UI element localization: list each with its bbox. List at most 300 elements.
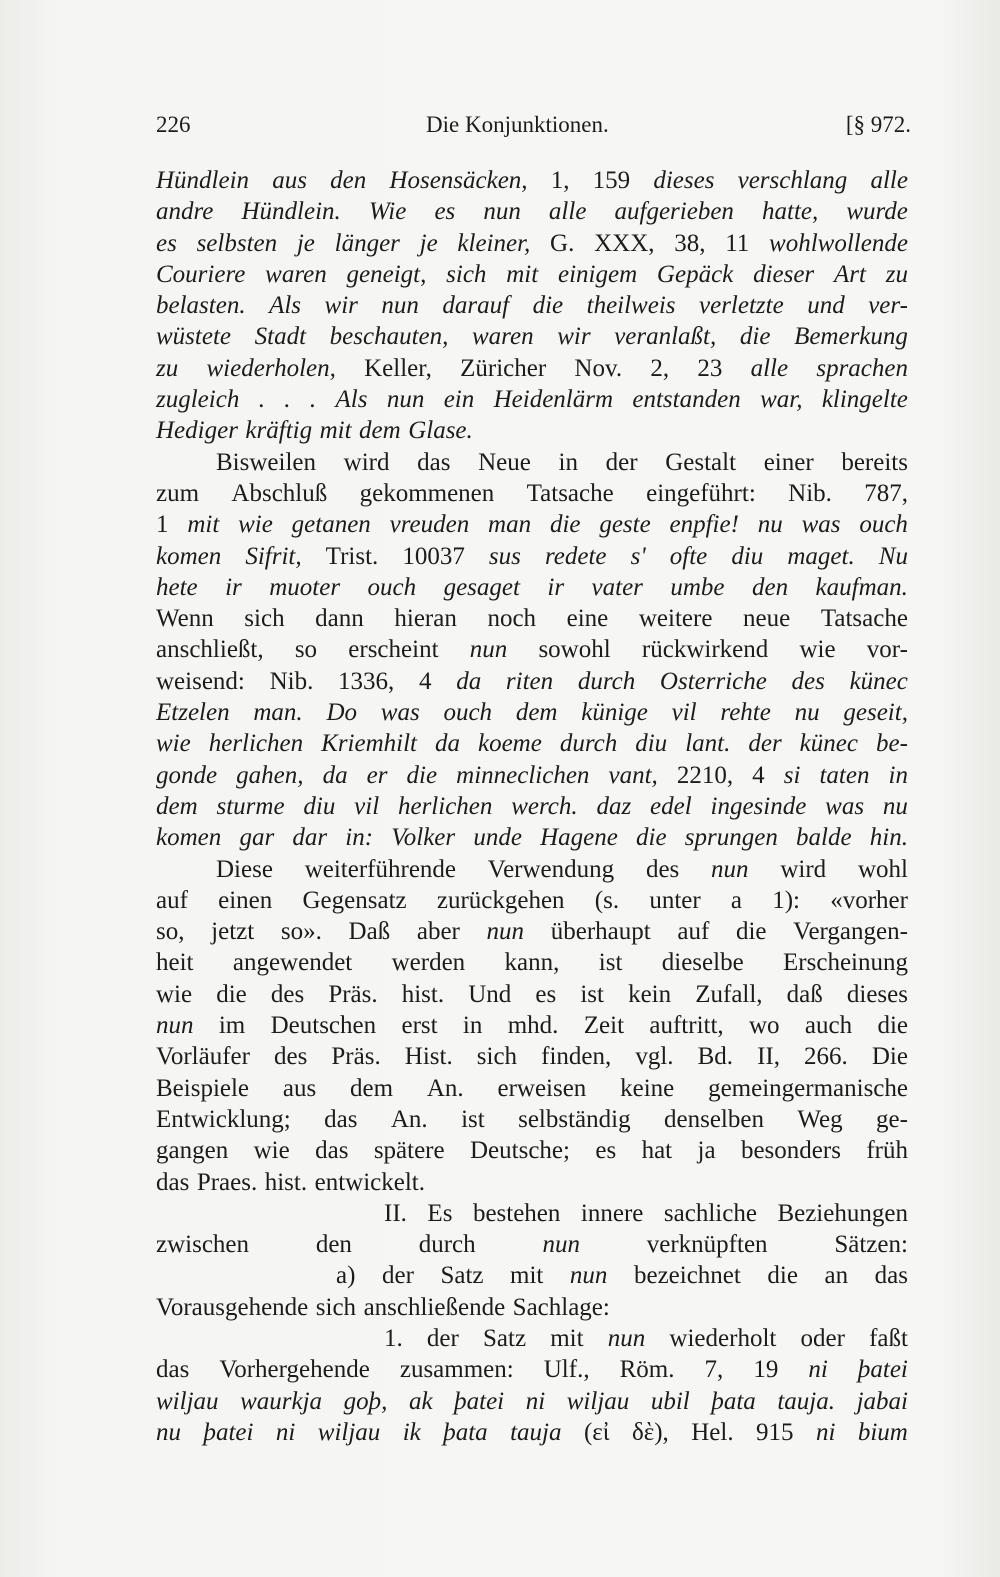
word: aufgerieben bbox=[614, 198, 734, 226]
word: belasten. bbox=[156, 292, 246, 320]
word: die bbox=[767, 1262, 798, 1290]
word: enpfie! bbox=[669, 511, 739, 539]
word: zwischen bbox=[156, 1231, 250, 1259]
word: Keller, bbox=[364, 354, 432, 382]
word: 2, bbox=[650, 354, 670, 382]
word: in: bbox=[345, 824, 374, 852]
word: wiljau bbox=[156, 1387, 219, 1415]
word: wie bbox=[238, 511, 273, 539]
text-line bbox=[156, 603, 908, 634]
word: die bbox=[877, 1012, 908, 1040]
text-line bbox=[156, 1041, 908, 1072]
word: dieses bbox=[653, 167, 715, 194]
word: ein bbox=[443, 386, 475, 414]
word: tauja. bbox=[777, 1387, 836, 1415]
word: geste bbox=[599, 511, 651, 539]
word: theilweis bbox=[586, 292, 676, 320]
word: mit bbox=[187, 511, 220, 539]
word: Volker bbox=[391, 824, 456, 852]
word: lant. bbox=[685, 730, 731, 758]
word: 4 bbox=[752, 761, 765, 789]
word: ir bbox=[547, 573, 565, 601]
word: Art bbox=[833, 260, 866, 288]
word: gar bbox=[239, 824, 275, 852]
word: Wie bbox=[368, 198, 407, 226]
word: ni bbox=[525, 1387, 546, 1415]
text-line bbox=[156, 478, 908, 509]
word: Verwendung bbox=[487, 855, 615, 883]
word: entwickelt. bbox=[314, 1168, 425, 1196]
word: aber bbox=[416, 918, 460, 946]
word: es bbox=[434, 198, 456, 226]
word: Erscheinung bbox=[783, 949, 908, 977]
word: selbständig bbox=[518, 1105, 631, 1133]
word: der bbox=[426, 1324, 459, 1352]
word: spätere bbox=[373, 1137, 445, 1165]
word: Sachlage: bbox=[512, 1293, 610, 1321]
word: sus bbox=[488, 542, 521, 570]
word: ingesinde bbox=[710, 792, 807, 820]
word: das bbox=[324, 1105, 358, 1133]
word: Wenn bbox=[156, 605, 214, 633]
word: länger bbox=[334, 229, 400, 257]
word: einen bbox=[218, 886, 273, 914]
word: . bbox=[258, 386, 265, 414]
text-line bbox=[156, 447, 908, 478]
word: a) bbox=[336, 1262, 356, 1290]
word: so, bbox=[156, 918, 185, 946]
word: zugleich bbox=[156, 386, 240, 414]
word: bezeichnet bbox=[633, 1262, 741, 1290]
text-line bbox=[156, 728, 908, 759]
word: alle bbox=[548, 198, 587, 226]
word: weisend: bbox=[156, 667, 245, 695]
word: . bbox=[284, 386, 291, 414]
word: dar bbox=[292, 824, 328, 852]
word: 1336, bbox=[338, 667, 395, 695]
word: sachliche bbox=[663, 1199, 757, 1227]
word: gahen, bbox=[236, 761, 304, 789]
word: das bbox=[156, 1356, 190, 1384]
word: Vergangen- bbox=[793, 918, 908, 946]
word: in bbox=[558, 448, 578, 476]
word: diu bbox=[635, 730, 668, 758]
word: den bbox=[315, 1231, 352, 1259]
word: es bbox=[595, 1137, 617, 1165]
word: hist. bbox=[264, 1168, 308, 1196]
word: wir bbox=[557, 323, 591, 351]
word: Tatsache bbox=[820, 605, 908, 633]
word: Gegensatz bbox=[302, 886, 407, 914]
word: Stadt bbox=[254, 323, 307, 351]
word: waren bbox=[472, 323, 534, 351]
word: Praes. bbox=[196, 1168, 258, 1196]
word: weiterführende bbox=[304, 855, 457, 883]
text-line bbox=[156, 697, 908, 728]
word: gekommenen bbox=[359, 479, 495, 507]
word: anschließende bbox=[363, 1293, 506, 1321]
word: das bbox=[874, 1262, 908, 1290]
word: der bbox=[381, 1262, 414, 1290]
word: verschlang bbox=[737, 167, 848, 194]
word: vreuden bbox=[389, 511, 470, 539]
word: Beispiele bbox=[156, 1074, 250, 1102]
word: dem bbox=[515, 699, 558, 727]
text-line bbox=[156, 228, 908, 259]
word: vgl. bbox=[635, 1043, 674, 1071]
word: Nov. bbox=[574, 354, 623, 382]
text-line bbox=[156, 1198, 908, 1229]
word: heit bbox=[156, 949, 194, 977]
word: wird bbox=[780, 855, 827, 883]
text-line bbox=[156, 509, 908, 540]
word: minneclichen bbox=[456, 761, 590, 789]
word: hist. bbox=[401, 980, 445, 1008]
word: Züricher bbox=[460, 354, 547, 382]
word: koeme bbox=[477, 730, 542, 758]
word: ja bbox=[697, 1137, 716, 1165]
word: Daß bbox=[348, 918, 391, 946]
word: der bbox=[605, 448, 638, 476]
word: hieran bbox=[394, 605, 457, 633]
word: Vorausgehende bbox=[156, 1293, 309, 1321]
word: umbe bbox=[670, 573, 725, 601]
word: maget. bbox=[787, 542, 855, 570]
word: besonders bbox=[740, 1137, 841, 1165]
word: riten bbox=[505, 667, 554, 695]
word: Und bbox=[468, 980, 512, 1008]
text-line bbox=[156, 321, 908, 352]
word: gemeingermanische bbox=[708, 1074, 908, 1102]
word: die bbox=[216, 980, 247, 1008]
word: 4 bbox=[418, 667, 432, 695]
word: ni bbox=[275, 1418, 296, 1446]
word: waurkja bbox=[240, 1387, 323, 1415]
word: G. bbox=[550, 229, 575, 257]
word: ist bbox=[580, 980, 604, 1008]
word: zusammen: bbox=[399, 1356, 514, 1384]
word: þata bbox=[443, 1418, 488, 1446]
word: wiljau bbox=[317, 1418, 381, 1446]
word: 159 bbox=[592, 167, 631, 194]
word: Ulf., bbox=[543, 1356, 590, 1384]
word: innere bbox=[580, 1199, 644, 1227]
word: auftritt, bbox=[649, 1012, 724, 1040]
text-line bbox=[156, 384, 908, 415]
word: ge- bbox=[876, 1105, 908, 1133]
word: und bbox=[807, 292, 845, 320]
word: wiljau bbox=[566, 1387, 630, 1415]
word: was bbox=[380, 699, 420, 727]
word: Tatsache bbox=[526, 479, 614, 507]
text-line bbox=[156, 415, 908, 446]
word: durch bbox=[577, 667, 636, 695]
word: verknüpften bbox=[646, 1231, 768, 1259]
word: nu bbox=[156, 1418, 181, 1446]
word: Bemerkung bbox=[794, 323, 908, 351]
word: Gepäck bbox=[656, 260, 734, 288]
word: er bbox=[366, 761, 388, 789]
word: denselben bbox=[664, 1105, 764, 1133]
word: der bbox=[748, 730, 782, 758]
word: «vorher bbox=[830, 886, 908, 914]
word: wüstete bbox=[156, 323, 231, 351]
word: muoter bbox=[269, 573, 341, 601]
text-line bbox=[156, 1073, 908, 1104]
text-line bbox=[156, 760, 908, 791]
word: je bbox=[296, 229, 315, 257]
text-line bbox=[156, 541, 908, 572]
word: werden bbox=[391, 949, 466, 977]
text-line bbox=[156, 1229, 908, 1260]
word: es bbox=[156, 229, 177, 257]
word: 10037 bbox=[402, 542, 465, 570]
text-line bbox=[156, 196, 908, 227]
word: gangen bbox=[156, 1137, 229, 1165]
word: Hel. bbox=[691, 1418, 734, 1446]
word: tauja bbox=[510, 1418, 562, 1446]
word: bereits bbox=[841, 448, 908, 476]
word: þata bbox=[711, 1387, 756, 1415]
word: die bbox=[636, 824, 667, 852]
running-header bbox=[156, 112, 911, 148]
word: das bbox=[417, 448, 451, 476]
text-line bbox=[156, 572, 908, 603]
word: Abschluß bbox=[231, 479, 328, 507]
word: sprachen bbox=[816, 354, 908, 382]
word: kaufman. bbox=[815, 573, 908, 601]
word: aus bbox=[272, 167, 307, 194]
word: die bbox=[549, 511, 581, 539]
word: vil bbox=[354, 792, 380, 820]
word: Bd. bbox=[697, 1043, 734, 1071]
word: rückwirkend bbox=[641, 636, 769, 664]
word: Deutsche; bbox=[470, 1137, 570, 1165]
word: vater bbox=[591, 573, 643, 601]
word: vant, bbox=[608, 761, 658, 789]
word: Zufall, bbox=[695, 980, 763, 1008]
word: Osterriche bbox=[659, 667, 767, 695]
word: nun bbox=[711, 855, 749, 883]
word: nu bbox=[882, 792, 908, 820]
word: nun bbox=[486, 918, 525, 946]
word: sowohl bbox=[538, 636, 611, 664]
word: so bbox=[294, 636, 318, 664]
word: mit bbox=[550, 1324, 584, 1352]
word: kein bbox=[628, 980, 672, 1008]
text-line bbox=[156, 1323, 908, 1354]
word: einigem bbox=[557, 260, 638, 288]
word: si bbox=[783, 761, 801, 789]
word: daz bbox=[596, 792, 632, 820]
word: 38, bbox=[674, 229, 706, 257]
word: auf bbox=[677, 918, 710, 946]
word: mit bbox=[506, 260, 539, 288]
word: nun bbox=[542, 1231, 580, 1259]
word: ist bbox=[598, 949, 623, 977]
word: erst bbox=[401, 1012, 438, 1040]
text-line bbox=[156, 1104, 908, 1135]
word: kann, bbox=[504, 949, 560, 977]
word: überhaupt bbox=[550, 918, 651, 946]
word: nun bbox=[156, 1012, 194, 1040]
word: Als bbox=[269, 292, 302, 320]
word: gonde bbox=[156, 761, 218, 789]
word: zurückgehen bbox=[436, 886, 565, 914]
word: es bbox=[535, 980, 557, 1008]
word: sich bbox=[446, 260, 487, 288]
word: nun bbox=[386, 386, 425, 414]
word: werch. bbox=[511, 792, 578, 820]
word: komen bbox=[156, 824, 222, 852]
word: δὲ), bbox=[631, 1418, 669, 1446]
word: noch bbox=[487, 605, 537, 633]
word: 2210, bbox=[676, 761, 734, 789]
word: vil bbox=[671, 699, 697, 727]
word: redete bbox=[544, 542, 607, 570]
word: auf bbox=[156, 886, 188, 914]
word: Präs. bbox=[331, 1043, 381, 1071]
word: wohl bbox=[857, 855, 908, 883]
word: des bbox=[274, 1043, 308, 1071]
text-line bbox=[156, 1135, 908, 1166]
word: dem bbox=[156, 792, 198, 820]
word: wo bbox=[749, 1012, 780, 1040]
word: auch bbox=[804, 1012, 853, 1040]
word: ir bbox=[225, 573, 242, 601]
word: geneigt, bbox=[346, 260, 427, 288]
word: Vorläufer bbox=[156, 1043, 250, 1071]
word: das bbox=[156, 1168, 190, 1196]
word: 787, bbox=[864, 479, 908, 507]
word: dem bbox=[359, 417, 401, 445]
word: Zeit bbox=[583, 1012, 625, 1040]
word: wir bbox=[324, 292, 358, 320]
word: 7, bbox=[704, 1356, 724, 1384]
word: Beziehungen bbox=[777, 1199, 908, 1227]
word: 1. bbox=[384, 1324, 403, 1352]
word: den bbox=[751, 573, 789, 601]
word: den bbox=[330, 167, 367, 194]
text-line bbox=[156, 165, 908, 196]
word: neue bbox=[743, 605, 791, 633]
word: II. bbox=[384, 1199, 407, 1227]
word: unde bbox=[473, 824, 522, 852]
word: Bisweilen bbox=[216, 448, 316, 476]
word: des bbox=[270, 980, 305, 1008]
word: taten bbox=[819, 761, 870, 789]
word: Präs. bbox=[328, 980, 378, 1008]
word: Couriere bbox=[156, 260, 246, 288]
word: þatei bbox=[203, 1418, 254, 1446]
word: je bbox=[419, 229, 438, 257]
word: Als bbox=[335, 386, 368, 414]
word: be- bbox=[875, 730, 908, 758]
word: nun bbox=[607, 1324, 646, 1352]
word: Sätzen: bbox=[834, 1231, 908, 1259]
word: aus bbox=[282, 1074, 317, 1102]
word: zu bbox=[885, 260, 908, 288]
word: rehte bbox=[720, 699, 771, 727]
word: die bbox=[735, 918, 767, 946]
text-line bbox=[156, 259, 908, 290]
word: Heidenlärm bbox=[493, 386, 614, 414]
word: Hagene bbox=[540, 824, 618, 852]
word: 1 bbox=[156, 511, 169, 539]
word: mit bbox=[319, 417, 352, 445]
word: des bbox=[791, 667, 825, 695]
text-line bbox=[156, 1292, 908, 1323]
word: Nu bbox=[878, 542, 908, 570]
word: künige bbox=[581, 699, 648, 727]
word: klingelte bbox=[821, 386, 908, 414]
word: 19 bbox=[753, 1356, 779, 1384]
word: Trist. bbox=[325, 542, 379, 570]
word: sprungen bbox=[684, 824, 778, 852]
word: (s. bbox=[594, 886, 620, 914]
section-number: [§ 972. bbox=[845, 112, 911, 137]
word: þatei bbox=[857, 1356, 908, 1384]
word: keine bbox=[620, 1074, 675, 1102]
word: a bbox=[730, 886, 743, 914]
word: da bbox=[434, 730, 460, 758]
text-line bbox=[156, 1010, 908, 1041]
word: erweisen bbox=[497, 1074, 587, 1102]
word: dieselbe bbox=[661, 949, 744, 977]
word: darauf bbox=[442, 292, 510, 320]
word: wohlwollende bbox=[769, 229, 908, 257]
word: wird bbox=[343, 448, 390, 476]
body-text bbox=[156, 165, 908, 1448]
word: s' bbox=[630, 542, 646, 570]
text-line bbox=[156, 979, 908, 1010]
word: dem bbox=[349, 1074, 394, 1102]
word: hatte, bbox=[762, 198, 819, 226]
text-line bbox=[156, 1354, 908, 1385]
word: Entwicklung; bbox=[156, 1105, 291, 1133]
word: wiederholt bbox=[669, 1324, 777, 1352]
word: getanen bbox=[291, 511, 371, 539]
word: alle bbox=[870, 167, 908, 194]
word: verletzte bbox=[699, 292, 784, 320]
text-line bbox=[156, 916, 908, 947]
word: die bbox=[532, 292, 564, 320]
word: sich bbox=[315, 1293, 357, 1321]
word: goþ, bbox=[343, 1387, 388, 1415]
word: wie bbox=[156, 980, 193, 1008]
word: Kriemhilt bbox=[321, 730, 417, 758]
word: veranlaßt, bbox=[614, 323, 717, 351]
word: Hündlein bbox=[156, 167, 250, 194]
word: ouch bbox=[859, 511, 908, 539]
word: Hist. bbox=[404, 1043, 453, 1071]
word: Etzelen bbox=[156, 699, 230, 727]
word: Es bbox=[427, 1199, 453, 1227]
word: selbsten bbox=[196, 229, 278, 257]
word: wurde bbox=[846, 198, 908, 226]
word: nun bbox=[483, 198, 521, 226]
word: ofte bbox=[669, 542, 708, 570]
text-line bbox=[156, 822, 908, 853]
word: ouch bbox=[367, 573, 417, 601]
word: hin. bbox=[869, 824, 908, 852]
word: wiederholen, bbox=[206, 354, 336, 382]
word: angewendet bbox=[232, 949, 353, 977]
word: ni bbox=[815, 1418, 836, 1446]
word: sturme bbox=[216, 792, 285, 820]
word: faßt bbox=[869, 1324, 908, 1352]
word: An. bbox=[390, 1105, 428, 1133]
